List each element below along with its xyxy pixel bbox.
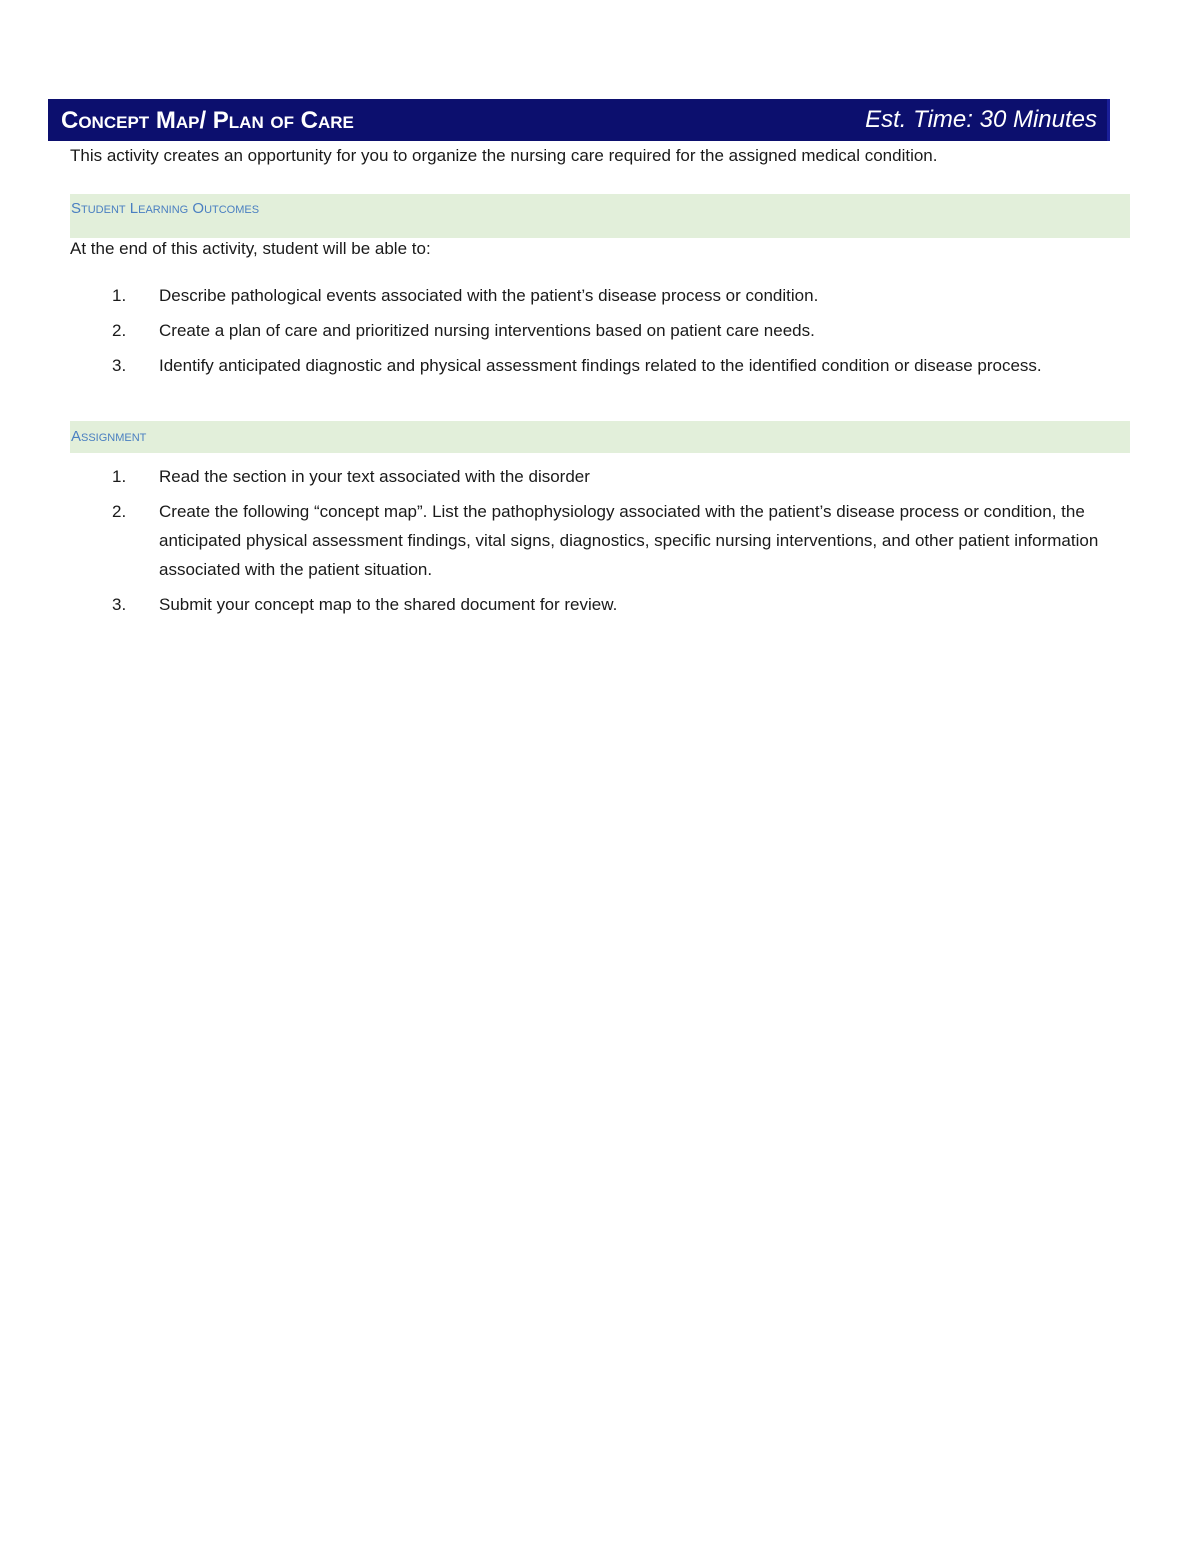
- list-item: [0, 462, 1200, 491]
- list-item: [0, 590, 1200, 619]
- outcomes-heading: Student Learning Outcomes: [71, 200, 260, 217]
- list-item: [0, 281, 1200, 310]
- estimated-time: Est. Time: 30 Minutes: [865, 106, 1097, 133]
- list-number: 1.: [112, 467, 127, 486]
- list-item-text: Submit your concept map to the shared document for review.: [159, 595, 618, 614]
- list-number: 2.: [112, 502, 127, 521]
- page-title: Concept Map/ Plan of Care: [61, 107, 354, 134]
- list-number: 3.: [112, 356, 127, 375]
- list-item-text: Identify anticipated diagnostic and physical assessment findings related to the identified condition or disease process.: [159, 356, 1042, 375]
- assignment-list: [0, 462, 1200, 625]
- list-item-text: Read the section in your text associated with the disorder: [159, 467, 590, 486]
- assignment-heading: Assignment: [71, 428, 147, 445]
- list-item: [0, 316, 1200, 345]
- list-item-text: Create the following “concept map”. List the pathophysiology associated with the patient’s disease process or condition, the anticipated physical assessment findings, vital signs, diagnostics, specific nursing interventions, and other patient information associated with the patient situation.: [159, 502, 1099, 579]
- list-item: [0, 497, 1200, 584]
- list-item-text: Describe pathological events associated with the patient’s disease process or condition.: [159, 286, 819, 305]
- list-item-text: Create a plan of care and prioritized nursing interventions based on patient care needs.: [159, 321, 815, 340]
- list-number: 3.: [112, 595, 127, 614]
- outcomes-section-bar: [70, 194, 1130, 238]
- title-bar: [48, 99, 1110, 141]
- list-number: 2.: [112, 321, 127, 340]
- outcomes-list: [0, 281, 1200, 386]
- assignment-section-bar: [70, 421, 1130, 453]
- list-number: 1.: [112, 286, 127, 305]
- list-item: [0, 351, 1200, 380]
- intro-text: This activity creates an opportunity for you to organize the nursing care required for the assigned medical condition.: [70, 146, 938, 165]
- outcomes-lead-text: At the end of this activity, student will be able to:: [70, 239, 431, 258]
